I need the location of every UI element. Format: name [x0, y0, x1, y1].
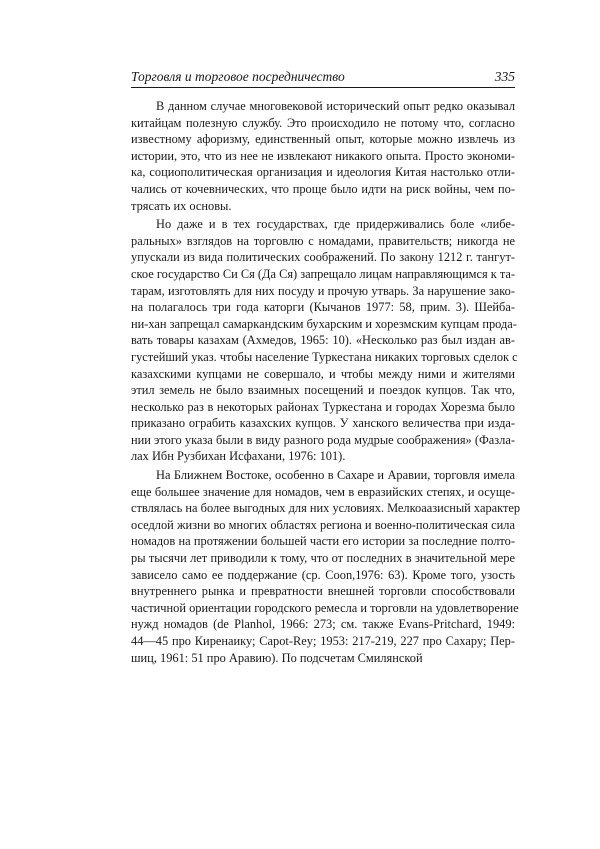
text-line: номадов на протяжении большей части его истории за последние полто-: [131, 534, 515, 549]
text-line: казахскими купцами не совершало, и чтобы между ними и жителями: [131, 366, 515, 381]
text-line: известному афоризму, единственный опыт, которые можно извлечь из: [131, 132, 515, 147]
text-line: 44—45 про Киренаику; Capot-Rey; 1953: 217-219, 227 про Сахару; Пер-: [131, 634, 515, 648]
text-line: На Ближнем Востоке, особенно в Сахаре и Аравии, торговля имела: [156, 468, 515, 483]
text-line: еще большее значение для номадов, чем в евразийских степях, и осуще-: [131, 484, 515, 499]
text-line: на полагалось три года каторги (Кычанов 1977: 58, прим. 3). Шейба-: [131, 300, 515, 315]
running-head-title: Торговля и торговое посредничество: [131, 69, 345, 84]
text-line: ка, социополитическая организация и идеология Китая настолько отли-: [131, 165, 515, 180]
text-line: лах Ибн Рузбихан Исфахани, 1976: 101).: [131, 449, 346, 464]
text-line: оседлой жизни во многих областях региона и военно-политическая сила: [131, 517, 515, 532]
text-line: ни-хан запрещал самаркандским бухарским и хорезмским купцам прода-: [131, 316, 517, 331]
running-head: [131, 69, 515, 88]
text-line: истории, это, что из нее не извлекают никакого опыта. Просто экономи-: [131, 148, 515, 163]
text-line: вать товары казахам (Ахмедов, 1965: 10). «Несколько раз был издан ав-: [131, 333, 515, 348]
text-line: тарам, изготовлять для них посуду и прочую утварь. За нарушение зако-: [131, 283, 515, 298]
text-line: несколько раз в некоторых районах Туркестана и городах Хорезма было: [131, 399, 515, 414]
text-body: [131, 98, 521, 668]
text-line: приказано ограбить казахских купцов. У ханского величества при изда-: [131, 416, 515, 431]
text-line: нии этого указа были в виду разного рода мудрые соображения» (Фазла-: [131, 432, 515, 447]
text-line: внутреннего рынка и превратности внешней торговли способствовали: [131, 584, 515, 599]
text-line: В данном случае многовековой исторический опыт редко оказывал: [156, 99, 515, 113]
text-line: зависело само ее поддержание (ср. Coon,1976: 63). Кроме того, узость: [131, 567, 515, 582]
text-line: ры тысячи лет приводили к тому, что от последних в значительной мере: [131, 551, 515, 566]
text-line: ральных» взглядов на торговлю с номадами, правительств; никогда не: [131, 233, 515, 248]
paragraph: [131, 98, 515, 214]
text-line: упускали из вида политических соображений. По закону 1212 г. тангут-: [131, 250, 515, 265]
paragraph: [131, 467, 521, 666]
text-line: нужд номадов (de Planhol, 1966: 273; см. также Evans-Pritchard, 1949:: [131, 617, 515, 632]
text-line: этил земель не было взаимных посещений и поездок купцов. Так что,: [131, 383, 515, 398]
text-line: чались от кочевнических, что проще было идти на риск войны, чем по-: [131, 181, 515, 196]
text-line: густейший указ. чтобы население Туркестана никаких торговых сделок с: [131, 349, 518, 364]
text-line: Но даже и в тех государствах, где придерживались боле «либе-: [156, 217, 515, 232]
text-line: трясать их основы.: [131, 198, 232, 213]
page-number: 335: [494, 69, 515, 84]
text-line: шиц, 1961: 51 про Аравию). По подсчетам Смилянской: [131, 650, 423, 665]
text-line: частичной ориентации городского ремесла и торговли на удовлетворение: [131, 600, 519, 615]
text-line: ское государство Си Ся (Да Ся) запрещало лицам направляющимся к та-: [131, 266, 516, 281]
text-line: ствлялась на более выгодных для них условиях. Мелкоаазисный характер: [131, 501, 521, 516]
text-line: китайцам полезную службу. Это происходило не потому что, согласно: [131, 115, 515, 130]
paragraph: [131, 216, 518, 465]
